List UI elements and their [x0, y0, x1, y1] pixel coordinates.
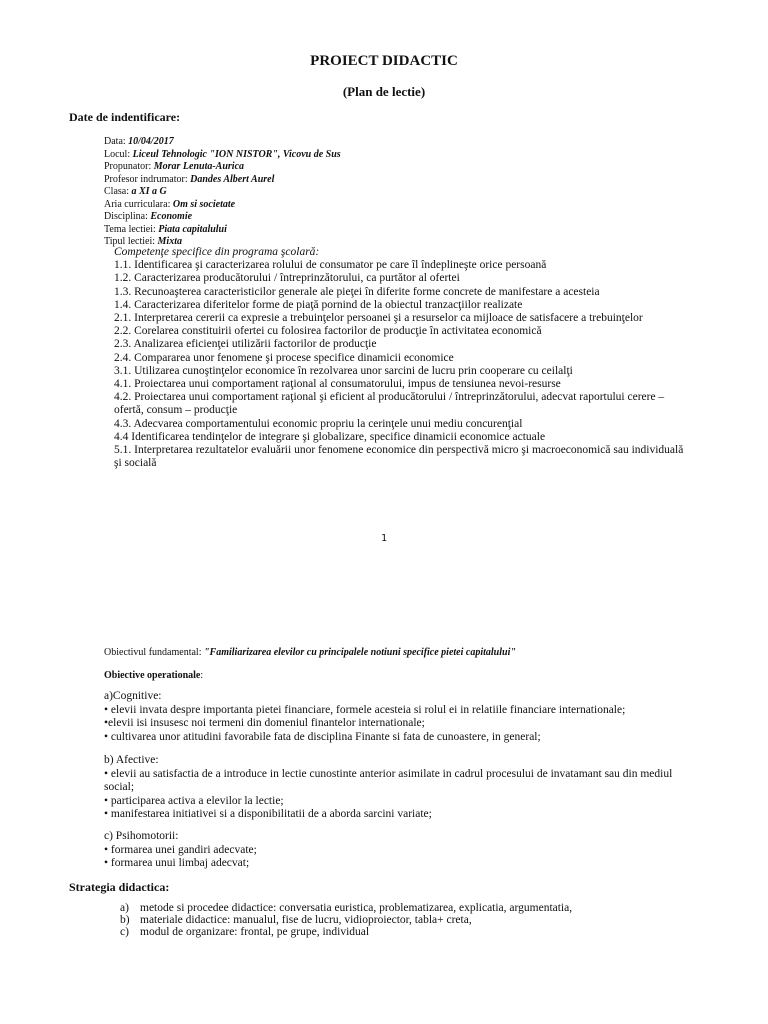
fundamental-objective: Obiectivul fundamental: "Familiarizarea elevilor cu principalele notiuni specifice pietei capitalului"	[104, 647, 516, 658]
field-discipline: Disciplina: Economie	[104, 211, 193, 222]
competency-item: 2.3. Analizarea eficienţei utilizării factorilor de producţie	[114, 338, 377, 351]
strategy-item: c) modul de organizare: frontal, pe grupe, individual	[120, 926, 370, 938]
competencies-section	[114, 246, 683, 470]
objective-item: • elevii invata despre importanta pietei financiare, formele acesteia si rolul ei in relatiile financiare internationale;	[104, 703, 626, 716]
competency-item: 4.3. Adecvarea comportamentului economic propriu la cerinţele unui mediu concurenţial	[114, 417, 523, 430]
competency-item: şi socială	[114, 457, 157, 470]
competency-item: ofertă, consum – producţie	[114, 404, 238, 417]
objective-item: • formarea unei gandiri adecvate;	[104, 843, 257, 856]
competency-item: 1.1. Identificarea şi caracterizarea rolului de consumator pe care îl îndeplineşte orice persoană	[114, 259, 547, 272]
competency-item: 1.3. Recunoaşterea caracteristicilor generale ale pieţei în diferite forme concrete de manifestare a acesteia	[114, 285, 600, 298]
competency-item: 4.4 Identificarea tendinţelor de integrare şi globalizare, specifice dinamicii economice actuale	[114, 430, 546, 443]
competency-item: 1.4. Caracterizarea diferitelor forme de piaţă pornind de la obiectul tranzacţiilor realizate	[114, 298, 523, 311]
strategy-item: a) metode si procedee didactice: conversatia euristica, problematizarea, explicatia, argumentatia,	[120, 902, 573, 914]
field-location: Locul: Liceul Tehnologic "ION NISTOR", Vicovu de Sus	[104, 148, 341, 160]
objective-group-heading: b) Afective:	[104, 754, 159, 766]
operational-objectives-heading: Obiective operationale:	[104, 670, 204, 681]
field-curricular-area: Aria curriculara: Om si societate	[104, 198, 236, 210]
identification-heading: Date de indentificare:	[69, 110, 181, 124]
objectives-psychomotor	[104, 830, 704, 871]
field-lesson-type: Tipul lectiei: Mixta	[104, 236, 182, 247]
competency-item: 2.1. Interpretarea cererii ca expresie a trebuinţelor persoanei şi a resurselor ca mijloace de satisfacere a trebuinţelor	[114, 312, 643, 325]
competency-item: 4.2. Proiectarea unui comportament raţional şi eficient al producătorului / întreprinzătorului, adecvat raportului cerere –	[114, 391, 665, 404]
objective-item: •elevii isi insusesc noi termeni din domeniul finantelor internationale;	[104, 717, 425, 730]
objective-group-heading: a)Cognitive:	[104, 690, 162, 702]
objectives-affective	[104, 754, 704, 822]
strategy-heading: Strategia didactica:	[69, 880, 170, 894]
page-number: 1	[381, 533, 388, 544]
competency-item: 5.1. Interpretarea rezultatelor evaluării unor fenomene economice din perspectivă micro şi macroeconomică sau individuală	[114, 444, 684, 457]
objective-item: • cultivarea unor atitudini favorabile fata de disciplina Finante si fata de cunoastere, in general;	[104, 730, 541, 743]
competency-item: 3.1. Utilizarea cunoştinţelor economice în rezolvarea unor sarcini de lucru prin cooperare cu ceilalţi	[114, 364, 573, 377]
identification-fields	[104, 136, 341, 249]
field-lesson-theme: Tema lectiei: Piata capitalului	[104, 223, 227, 235]
strategy-item: b) materiale didactice: manualul, fise de lucru, vidioproiector, tabla+ creta,	[120, 914, 472, 926]
objective-item: • elevii au satisfactia de a introduce in lectie cunostinte anterior asimilate in cadrul procesului de invatamant sau din mediul social;	[104, 767, 673, 794]
objective-item: • manifestarea initiativei si a disponibilitatii de a aborda sarcini variate;	[104, 808, 432, 821]
field-date: Data: 10/04/2017	[104, 136, 174, 147]
competency-item: 2.2. Corelarea constituirii ofertei cu folosirea factorilor de producţie în activitatea economică	[114, 325, 542, 338]
field-proposer: Propunator: Morar Lenuta-Aurica	[104, 161, 245, 172]
competency-item: 2.4. Compararea unor fenomene şi procese specifice dinamicii economice	[114, 351, 454, 364]
competency-item: 4.1. Proiectarea unui comportament raţional al consumatorului, impus de tensiunea nevoi-resurse	[114, 378, 561, 391]
document-title: PROIECT DIDACTIC	[310, 53, 458, 69]
competencies-heading: Competenţe specifice din programa şcolară:	[114, 246, 320, 258]
field-mentor: Profesor indrumator: Dandes Albert Aurel	[104, 173, 275, 185]
strategy-list	[120, 902, 572, 938]
objective-item: • participarea activa a elevilor la lectie;	[104, 794, 284, 807]
field-class: Clasa: a XI a G	[104, 186, 167, 197]
objective-group-heading: c) Psihomotorii:	[104, 830, 179, 842]
objective-item: • formarea unui limbaj adecvat;	[104, 857, 250, 870]
document-subtitle: (Plan de lectie)	[342, 84, 426, 99]
competency-item: 1.2. Caracterizarea producătorului / întreprinzătorului, ca purtător al ofertei	[114, 272, 460, 285]
objectives-cognitive	[104, 690, 704, 744]
